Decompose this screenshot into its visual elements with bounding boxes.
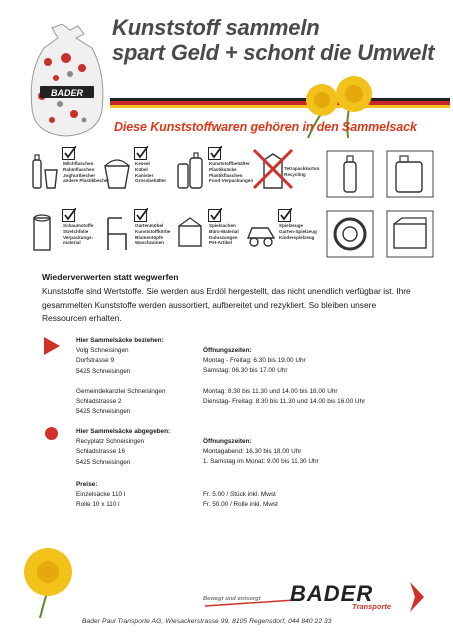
- dropoff-section: [76, 427, 170, 468]
- price-value-roll: Fr. 50.00 / Rolle inkl. Mwst: [203, 501, 278, 509]
- category-garden-furniture: [102, 208, 182, 260]
- dropoff-loc-line1: Recyplatz Schneisingen: [76, 438, 145, 446]
- intro-paragraph: Kunststoffe sind Wertstoffe. Sie werden aus Erdöl hergestellt, das nicht unendlich verfügbar ist. Ihre gesammelten Kunststoffe werden aussortiert, aufbereitet und rezykliert. So bleiben unsere Ressourcen erhalten.: [42, 286, 411, 324]
- price-value-single: Fr. 5.00 / Stück inkl. Mwst: [203, 491, 276, 498]
- subtitle: Diese Kunststoffwaren gehören in den Sammelsack: [114, 120, 417, 134]
- dropoff-hours: [203, 437, 319, 468]
- forbidden-tire: [326, 210, 374, 258]
- price-item-single: Einzelsäcke 110 l: [76, 491, 126, 499]
- category-plastic-containers: [176, 146, 256, 198]
- check-icon: [208, 146, 222, 160]
- check-icon: [278, 208, 292, 222]
- prices-values: [203, 490, 278, 510]
- prices-section: [76, 480, 125, 511]
- purchase-heading: Hier Sammelsäcke beziehen:: [76, 337, 164, 344]
- check-icon: [134, 146, 148, 160]
- dropoff-hours-heading: Öffnungszeiten:: [203, 438, 252, 445]
- foil-roll-icon: [30, 212, 60, 252]
- check-icon: [62, 146, 76, 160]
- logo-slogan: Bewegt und entsorgt: [203, 596, 261, 602]
- containers-icon: [176, 150, 206, 190]
- purchase-hours2-line2: Dienstag- Freitag: 8.30 bis 11.30 und 14.00 bis 16.00 Uhr: [203, 398, 366, 406]
- logo-arrow-icon: [410, 582, 424, 612]
- title-line-1: Kunststoff sammeln: [112, 15, 320, 40]
- styrofoam-icon: [386, 210, 434, 258]
- car-toy-icon: [246, 212, 276, 252]
- forbidden-styrofoam: [386, 210, 434, 258]
- sack-brand: BADER: [50, 88, 84, 98]
- price-item-roll: Rolle 10 x 110 l: [76, 501, 120, 509]
- logo-name: BADER: [290, 581, 374, 606]
- collection-sack-image: [22, 24, 112, 140]
- bucket-icon: [102, 150, 132, 190]
- purchase-hours1-line1: Montag - Freitag: 6.30 bis 19.00 Uhr: [203, 357, 306, 365]
- category-label: Kessel Kübel Kanister Grossbehälter: [135, 161, 167, 184]
- purchase-hours1-line2: Samstag: 06.30 bis 17.00 Uhr: [203, 367, 288, 375]
- check-icon: [134, 208, 148, 222]
- category-label: Spielsachen Büro-Material Duloszangen Pet-Artikel: [209, 223, 239, 246]
- purchase-hours2-line1: Montag: 8.30 bis 11.30 und 14.00 bis 18.00 Uhr: [203, 387, 338, 395]
- category-label: Schaumstoffe Stretchfolie Verpackungs- material: [63, 223, 94, 246]
- purchase-loc1-line1: Volg Schneisingen: [76, 347, 129, 355]
- category-label: Spielzeuge Garten-Spielzeug Kinderspielzeug: [279, 223, 317, 240]
- category-tetrapack: [250, 146, 320, 198]
- logo-sub: Transporte: [352, 602, 392, 611]
- triangle-marker: [44, 337, 60, 355]
- purchase-section: [76, 336, 166, 418]
- footer-address: Bader Paul Transporte AG, Wiesackerstrasse 99, 8105 Regensdorf, 044 840 22 33: [82, 618, 332, 625]
- category-play-items: [246, 208, 326, 260]
- category-label: Kunststoffbehälter Plastiksäcke Plastikflaschen Food-Verpackungen: [209, 161, 254, 184]
- canister-icon: [386, 150, 434, 198]
- toys-icon: [176, 212, 206, 252]
- purchase-hours: [203, 346, 365, 407]
- bottles-icon: [30, 150, 60, 190]
- dropoff-loc-line3: 5425 Schneisingen: [76, 458, 131, 466]
- purchase-hours-heading: Öffnungszeiten:: [203, 347, 252, 354]
- prices-heading: Preise:: [76, 481, 98, 488]
- dandelion-bottom-image: [0, 528, 98, 618]
- purchase-loc2-line2: Schladstrasse 2: [76, 398, 122, 406]
- purchase-loc2-line3: 5425 Schneisingen: [76, 408, 131, 416]
- cross-icon: [250, 146, 296, 192]
- dropoff-hours-line2: 1. Samstag im Monat: 9.00 bis 11.30 Uhr: [203, 458, 319, 466]
- title-line-2: spart Geld + schont die Umwelt: [112, 40, 435, 65]
- category-buckets: [102, 146, 182, 198]
- purchase-loc1-line2: Dorfstrasse 9: [76, 357, 115, 365]
- tire-icon: [326, 210, 374, 258]
- purchase-loc2-line1: Gemeindekanzlei Schneisingen: [76, 388, 166, 396]
- category-label: Milchflaschen Rahmflaschen Joghurtbecher andere Plastikbecher: [63, 161, 110, 184]
- forbidden-canister: [386, 150, 434, 198]
- check-icon: [208, 208, 222, 222]
- category-foils: [30, 208, 110, 260]
- section-heading: Wiederverwerten statt wegwerfen: [42, 272, 179, 282]
- purchase-loc1-line3: 5425 Schneisingen: [76, 367, 131, 375]
- category-label: Tetrapackkarton Recycling: [284, 166, 320, 177]
- forbidden-pet-bottle: [326, 150, 374, 198]
- category-label: Gartenmöbel Kunststoffkörbe Blumentöpfe Waschzainen: [135, 223, 171, 246]
- check-icon: [62, 208, 76, 222]
- page-title: [112, 15, 447, 65]
- garden-furniture-icon: [102, 212, 132, 252]
- dropoff-hours-line1: Montagabend: 16.30 bis 18.00 Uhr: [203, 448, 302, 456]
- category-toys-office: [176, 208, 256, 260]
- pet-bottle-icon: [326, 150, 374, 198]
- circle-marker: [45, 427, 58, 440]
- flag-stripe: [110, 95, 450, 111]
- category-milk-bottles: [30, 146, 110, 198]
- dropoff-loc-line2: Schladstrasse 16: [76, 448, 126, 456]
- dropoff-heading: Hier Sammelsäcke abgegeben:: [76, 428, 171, 435]
